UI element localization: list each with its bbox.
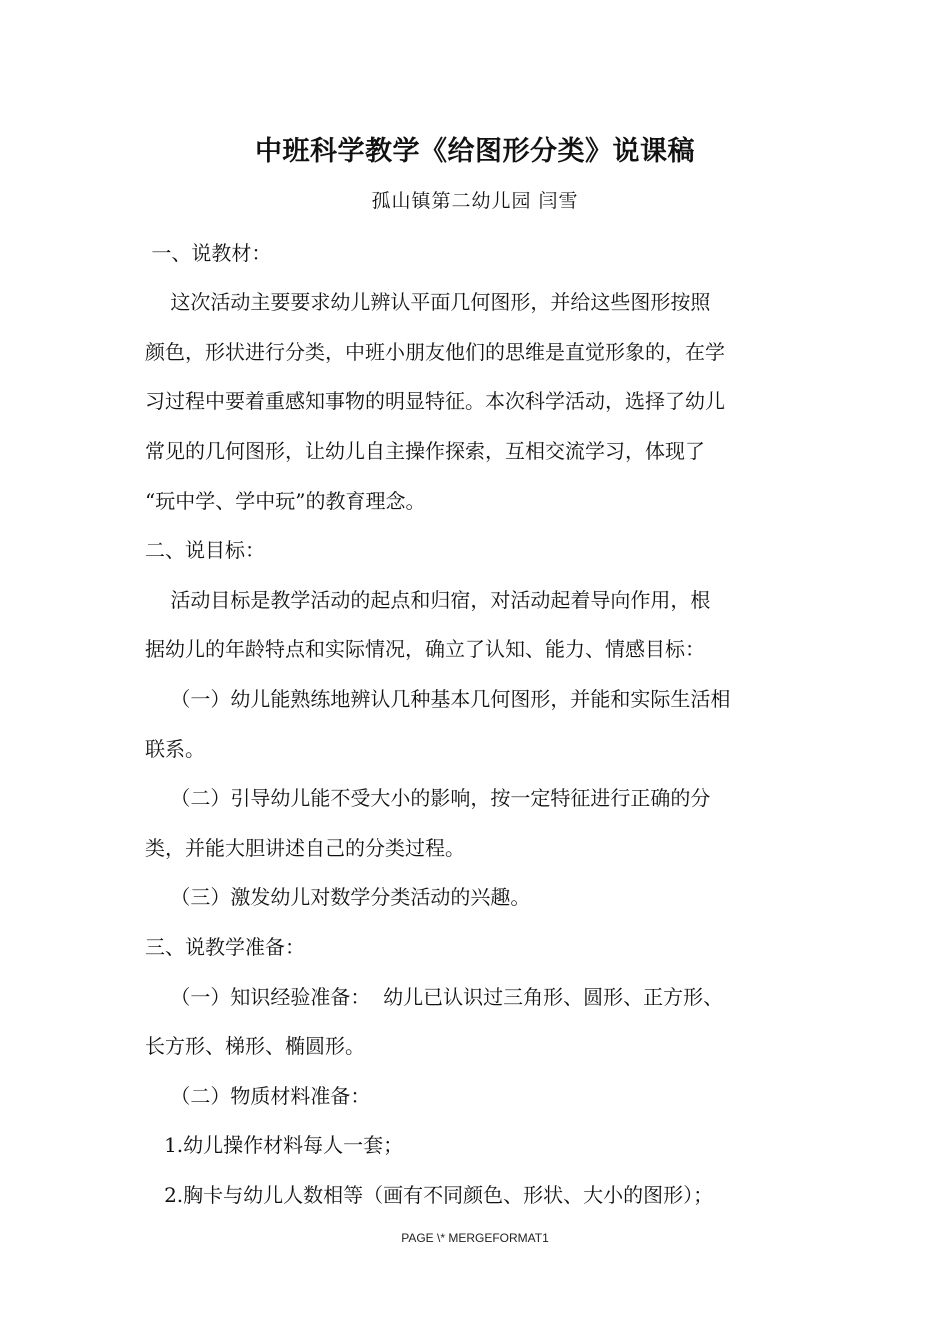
paragraph-line: 联系。: [145, 737, 205, 761]
paragraph-line: （一）知识经验准备： 幼儿已认识过三角形、圆形、正方形、: [145, 985, 724, 1009]
document-title: 中班科学教学《给图形分类》说课稿: [255, 136, 695, 167]
section-heading-preparation: 三、说教学准备：: [145, 935, 305, 959]
list-item: 1.幼儿操作材料每人一套；: [145, 1133, 404, 1157]
list-item: 2.胸卡与幼儿人数相等（画有不同颜色、形状、大小的图形）；: [145, 1183, 714, 1207]
paragraph-line: （二）物质材料准备：: [145, 1084, 371, 1108]
paragraph-line: 习过程中要着重感知事物的明显特征。本次科学活动，选择了幼儿: [145, 389, 725, 413]
paragraph-line: 类，并能大胆讲述自己的分类过程。: [145, 836, 465, 860]
paragraph-line: “玩中学、学中玩”的教育理念。: [145, 489, 426, 513]
paragraph-line: （一）幼儿能熟练地辨认几种基本几何图形，并能和实际生活相: [145, 687, 731, 711]
paragraph-line: 这次活动主要要求幼儿辨认平面几何图形，并给这些图形按照: [145, 290, 711, 314]
paragraph-line: 长方形、梯形、椭圆形。: [145, 1034, 365, 1058]
page-footer: PAGE \* MERGEFORMAT1: [401, 1231, 549, 1245]
section-heading-materials: 一、说教材：: [145, 241, 272, 265]
paragraph-line: 颜色，形状进行分类，中班小朋友他们的思维是直觉形象的，在学: [145, 340, 725, 364]
paragraph-line: 常见的几何图形，让幼儿自主操作探索，互相交流学习，体现了: [145, 439, 705, 463]
paragraph-line: 据幼儿的年龄特点和实际情况，确立了认知、能力、情感目标：: [145, 637, 705, 661]
author-line: 孤山镇第二幼儿园 闫雪: [371, 190, 579, 212]
paragraph-line: （三）激发幼儿对数学分类活动的兴趣。: [145, 885, 531, 909]
section-heading-goals: 二、说目标：: [145, 538, 265, 562]
paragraph-line: 活动目标是教学活动的起点和归宿，对活动起着导向作用，根: [145, 588, 711, 612]
paragraph-line: （二）引导幼儿能不受大小的影响，按一定特征进行正确的分: [145, 786, 711, 810]
